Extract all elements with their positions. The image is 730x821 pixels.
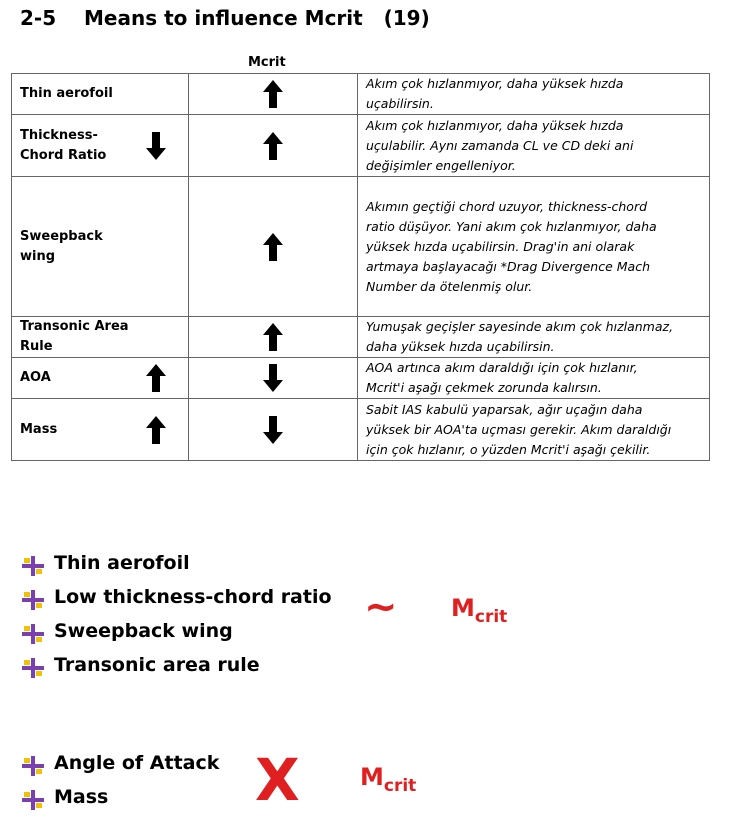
mcrit-sub: crit bbox=[474, 607, 508, 627]
list-item bbox=[22, 614, 332, 648]
description-text: Sabit IAS kabulü yaparsak, ağır uçağın daha yüksek bir AOA'ta uçması gerekir. Akım daraldığı için çok hızlanır, o yüzden Mcrit'i aşağı çekilir. bbox=[366, 401, 672, 457]
bullet-cross-icon bbox=[22, 787, 44, 807]
parameter-cell bbox=[12, 399, 189, 461]
table-row bbox=[12, 358, 710, 399]
increase-mcrit-list bbox=[22, 546, 332, 682]
parameter-name: AOA bbox=[20, 370, 51, 385]
description-text: Akım çok hızlanmıyor, daha yüksek hızda uçulabilir. Aynı zamanda CL ve CD deki ani değişimler engelleniyor. bbox=[366, 117, 634, 173]
up-arrow-icon bbox=[263, 233, 283, 261]
table-row bbox=[12, 177, 710, 317]
parameter-name: Sweepback wing bbox=[20, 228, 103, 264]
approximately-symbol: ~ bbox=[364, 584, 398, 630]
mcrit-effect-cell bbox=[189, 74, 358, 115]
parameter-cell bbox=[12, 115, 189, 177]
mcrit-effect-cell bbox=[189, 317, 358, 358]
list-item bbox=[22, 746, 219, 780]
down-arrow-icon bbox=[146, 132, 166, 160]
description-text: Akım çok hızlanmıyor, daha yüksek hızda uçabilirsin. bbox=[366, 76, 624, 111]
mcrit-effect-cell bbox=[189, 177, 358, 317]
bullet-cross-icon bbox=[22, 553, 44, 573]
list-item-label: Sweepback wing bbox=[54, 620, 233, 642]
parameter-name: Transonic Area Rule bbox=[20, 319, 129, 354]
up-arrow-icon bbox=[146, 416, 166, 444]
up-arrow-icon bbox=[263, 323, 283, 351]
table-row bbox=[12, 399, 710, 461]
bullet-cross-icon bbox=[22, 621, 44, 641]
mcrit-effect-cell bbox=[189, 358, 358, 399]
page-title bbox=[20, 6, 430, 30]
mcrit-influence-table bbox=[11, 73, 710, 461]
description-text: Akımın geçtiği chord uzuyor, thickness-chord ratio düşüyor. Yani akım çok hızlanmıyor, daha yüksek hızda uçabilirsin. Drag'in ani olarak artmaya başlayacağı *Drag Divergence Mach Number da ötelenmiş olur. bbox=[366, 198, 657, 294]
list-item-label: Thin aerofoil bbox=[54, 552, 190, 574]
mcrit-effect-cell bbox=[189, 115, 358, 177]
description-cell bbox=[358, 74, 710, 115]
mcrit-column-header: Mcrit bbox=[248, 55, 286, 70]
mcrit-sub: crit bbox=[383, 776, 417, 796]
up-arrow-icon bbox=[263, 80, 283, 108]
section-number: 2-5 bbox=[20, 6, 57, 30]
mcrit-m: M bbox=[360, 763, 384, 791]
bullet-cross-icon bbox=[22, 753, 44, 773]
parameter-cell bbox=[12, 74, 189, 115]
list-item-label: Mass bbox=[54, 786, 109, 808]
list-item bbox=[22, 648, 332, 682]
cross-symbol: X bbox=[255, 746, 300, 814]
bullet-cross-icon bbox=[22, 587, 44, 607]
list-item-label: Low thickness-chord ratio bbox=[54, 586, 332, 608]
bullet-cross-icon bbox=[22, 655, 44, 675]
mcrit-label-decrease bbox=[360, 763, 417, 796]
down-arrow-icon bbox=[263, 364, 283, 392]
table-row bbox=[12, 317, 710, 358]
list-item-label: Transonic area rule bbox=[54, 654, 260, 676]
description-cell bbox=[358, 399, 710, 461]
list-item-label: Angle of Attack bbox=[54, 752, 220, 774]
title-text: Means to influence Mcrit (19) bbox=[84, 6, 430, 30]
list-item bbox=[22, 546, 332, 580]
description-cell bbox=[358, 177, 710, 317]
table-row bbox=[12, 74, 710, 115]
down-arrow-icon bbox=[263, 416, 283, 444]
list-item bbox=[22, 580, 332, 614]
description-text: AOA artınca akım daraldığı için çok hızlanır, Mcrit'i aşağı çekmek zorunda kalırsın. bbox=[366, 360, 638, 395]
parameter-cell bbox=[12, 177, 189, 317]
list-item bbox=[22, 780, 219, 814]
parameter-name: Thickness-Chord Ratio bbox=[20, 127, 107, 163]
mcrit-effect-cell bbox=[189, 399, 358, 461]
decrease-mcrit-list bbox=[22, 746, 219, 814]
mcrit-m: M bbox=[451, 594, 475, 622]
parameter-name: Thin aerofoil bbox=[20, 86, 113, 101]
description-cell bbox=[358, 317, 710, 358]
parameter-name: Mass bbox=[20, 421, 58, 437]
up-arrow-icon bbox=[263, 132, 283, 160]
description-cell bbox=[358, 358, 710, 399]
parameter-cell bbox=[12, 317, 189, 358]
description-text: Yumuşak geçişler sayesinde akım çok hızlanmaz, daha yüksek hızda uçabilirsin. bbox=[366, 319, 674, 354]
up-arrow-icon bbox=[146, 364, 166, 392]
description-cell bbox=[358, 115, 710, 177]
mcrit-label-increase bbox=[451, 594, 508, 627]
table-row bbox=[12, 115, 710, 177]
parameter-cell bbox=[12, 358, 189, 399]
